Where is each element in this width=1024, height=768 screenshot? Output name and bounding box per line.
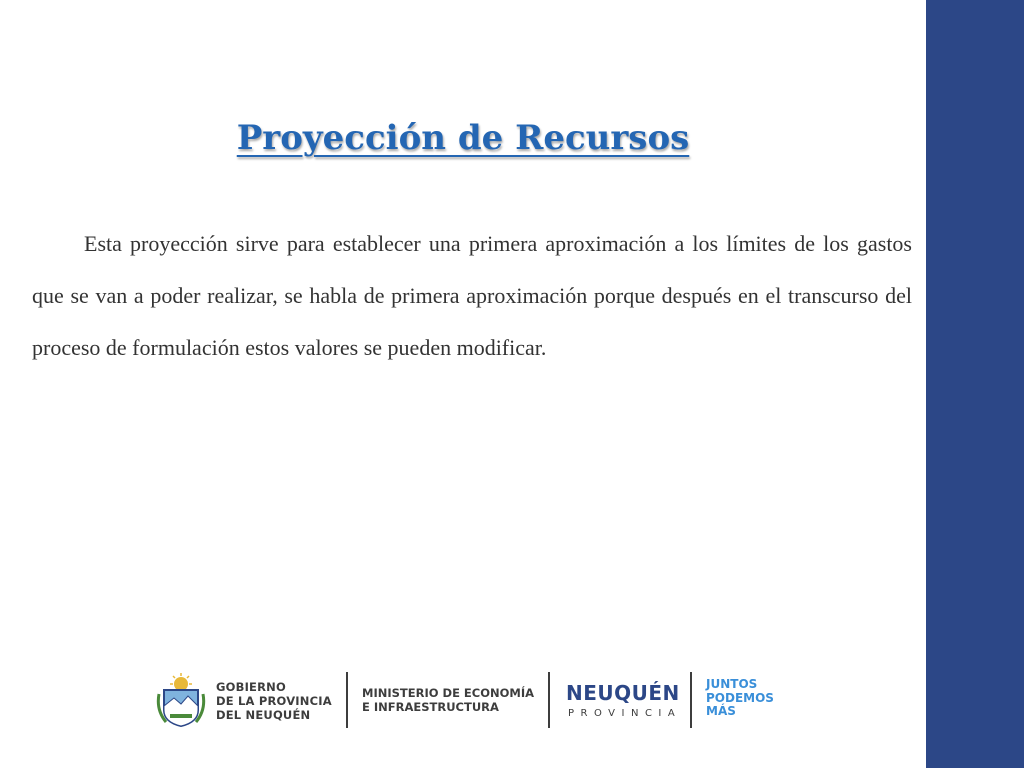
ministerio-text — [362, 686, 534, 714]
juntos-line-1: JUNTOS — [706, 677, 758, 691]
neuquen-logo-text: NEUQUÉN — [566, 681, 680, 705]
slide-title: Proyección de Recursos — [236, 118, 690, 158]
slide-body-text: Esta proyección sirve para establecer una primera aproximación a los límites de los gastos que se van a poder realizar, se habla de primera aproximación porque después en el transcurso del proceso de formulación estos valores se pueden modificar. — [32, 231, 912, 360]
ministerio-line-2: E INFRAESTRUCTURA — [362, 700, 499, 714]
gobierno-line-3: DEL NEUQUÉN — [216, 708, 311, 722]
footer-divider-1 — [346, 672, 348, 728]
footer-logos — [150, 668, 790, 732]
footer-divider-3 — [690, 672, 692, 728]
juntos-line-3: MÁS — [706, 704, 736, 718]
gobierno-line-2: DE LA PROVINCIA — [216, 694, 332, 708]
footer-divider-2 — [548, 672, 550, 728]
juntos-slogan — [706, 678, 774, 719]
gobierno-text — [216, 680, 332, 722]
juntos-line-2: PODEMOS — [706, 690, 774, 705]
province-crest-icon — [156, 672, 206, 728]
ministerio-line-1: MINISTERIO DE ECONOMÍA — [362, 686, 535, 700]
provincia-logo-text: PROVINCIA — [568, 708, 682, 719]
side-color-band — [926, 0, 1024, 768]
gobierno-line-1: GOBIERNO — [216, 680, 286, 694]
